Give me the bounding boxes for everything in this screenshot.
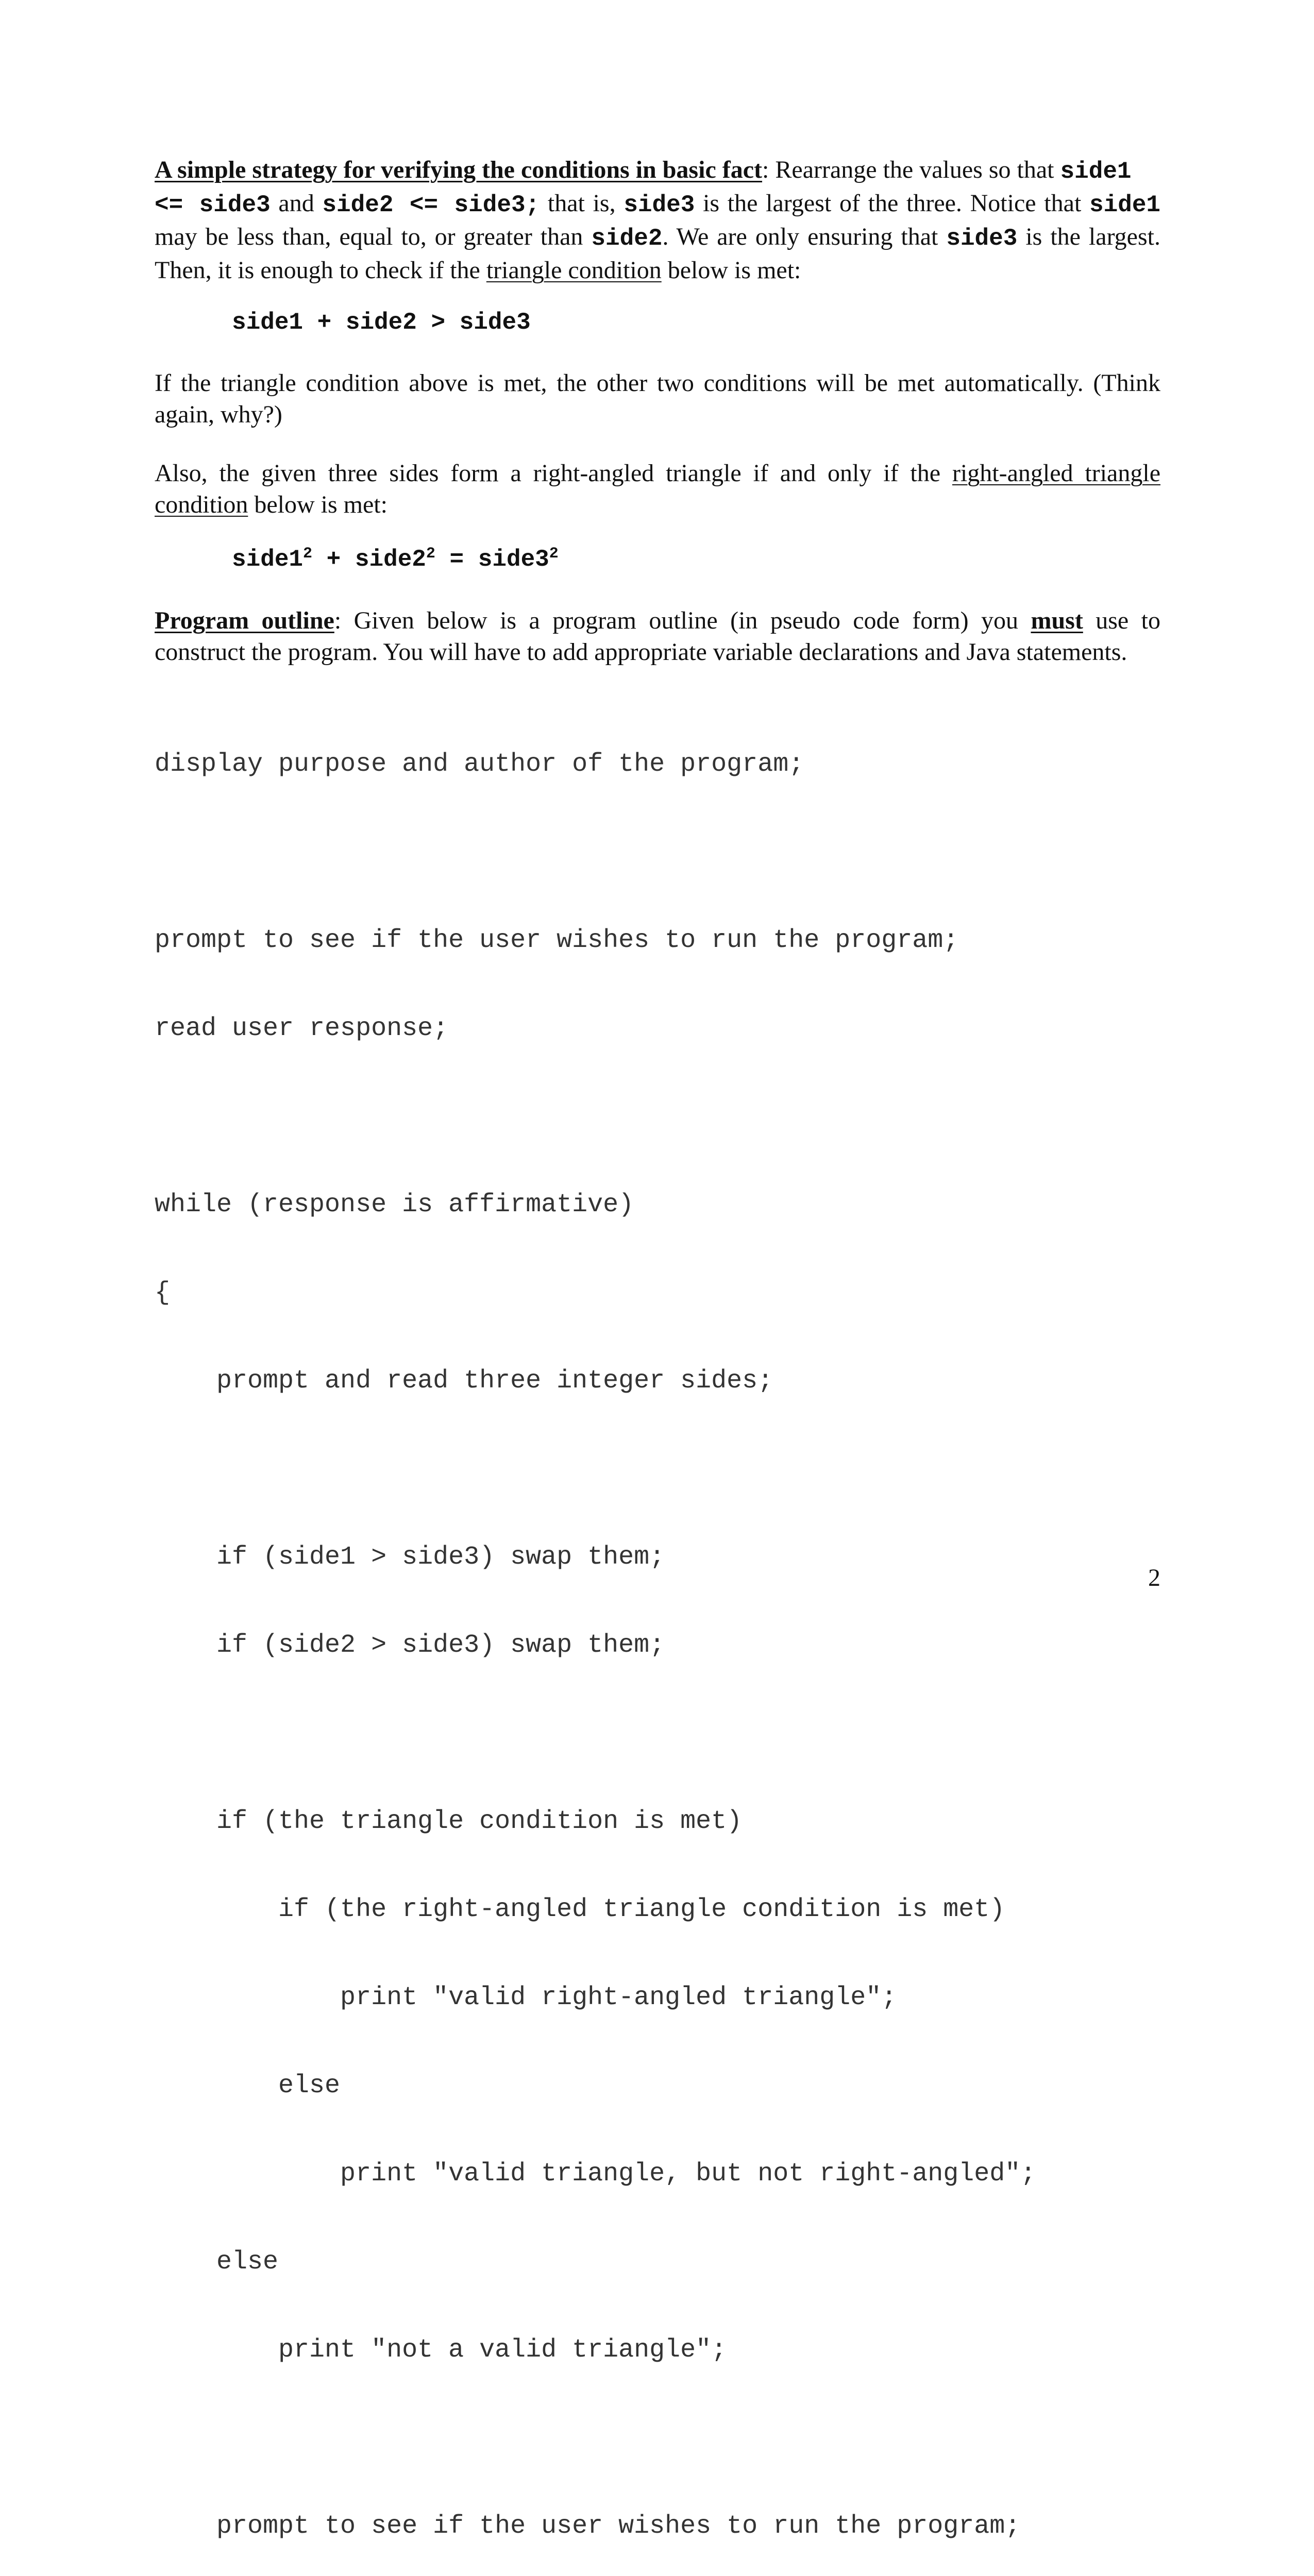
code-line: if (the triangle condition is met) — [155, 1807, 743, 1836]
code-line: read user response; — [155, 1014, 449, 1043]
code-line: print "valid triangle, but not right-angled"; — [155, 2159, 1036, 2189]
code-side2: side2 — [322, 192, 394, 218]
formula-exponent: 2 — [303, 545, 313, 563]
text-run: below is met: — [248, 491, 388, 518]
page-number: 2 — [1148, 1564, 1160, 1591]
text-run: and — [270, 190, 323, 217]
code-line: if (the right-angled triangle condition is met) — [155, 1895, 1005, 1924]
formula-exponent: 2 — [549, 545, 559, 563]
code-side3: side3; — [454, 192, 540, 218]
program-outline-heading: Program outline — [155, 607, 334, 634]
code-line — [155, 2424, 1036, 2453]
code-side3: side3 — [624, 192, 695, 218]
formula-term: side2 — [355, 546, 426, 573]
code-line: print "not a valid triangle"; — [155, 2335, 727, 2365]
text-run: . We are only ensuring that — [662, 223, 947, 250]
text-run: may be less than, equal to, or greater than — [155, 223, 592, 250]
auto-conditions-paragraph: If the triangle condition above is met, the other two conditions will be met automatically. (Think again, why?) — [155, 369, 1160, 428]
pseudo-code-block — [155, 691, 1036, 2576]
code-side2: side2 — [591, 225, 663, 252]
text-run: that is, — [540, 190, 624, 217]
must-emphasis: must — [1031, 607, 1083, 634]
code-le: <= — [409, 192, 439, 218]
code-line: display purpose and author of the program; — [155, 750, 804, 779]
code-side3: side3 — [946, 225, 1018, 252]
code-line: prompt to see if the user wishes to run the program; — [155, 2512, 1021, 2541]
code-line — [155, 838, 1036, 867]
text-run: : Rearrange the values so that — [762, 156, 1060, 183]
triangle-condition-term: triangle condition — [486, 257, 662, 284]
text-run: is the largest. Then, it is enough to check if the — [155, 223, 1161, 284]
code-line — [155, 1719, 1036, 1748]
program-outline-paragraph — [155, 605, 1160, 668]
right-angle-paragraph — [155, 457, 1160, 520]
text-run: Also, the given three sides form a right-angled triangle if and only if the — [155, 460, 952, 487]
text-run: use to construct the program. You will have to add appropriate variable declarations and Java statements. — [155, 607, 1161, 666]
code-side1: side1 — [1060, 158, 1132, 185]
text-run: is the largest of the three. Notice that — [695, 190, 1089, 217]
code-le: <= — [155, 192, 183, 218]
code-line — [155, 1102, 1036, 1131]
formula-exponent: 2 — [426, 545, 435, 563]
formula-term: side1 — [232, 546, 304, 573]
triangle-condition-formula: side1 + side2 > side3 — [232, 309, 531, 336]
code-line: { — [155, 1278, 171, 1308]
code-side3: side3 — [199, 192, 271, 218]
formula-operator: = — [435, 546, 478, 573]
code-line: else — [155, 2071, 341, 2100]
code-line: else — [155, 2247, 279, 2277]
code-line: while (response is affirmative) — [155, 1190, 634, 1219]
formula-operator: + — [312, 546, 355, 573]
code-line: prompt and read three integer sides; — [155, 1366, 773, 1396]
code-line: prompt to see if the user wishes to run the program; — [155, 926, 959, 955]
formula-term: side3 — [478, 546, 549, 573]
code-line: if (side1 > side3) swap them; — [155, 1543, 665, 1572]
code-line — [155, 1454, 1036, 1484]
code-side1: side1 — [1089, 192, 1161, 218]
strategy-heading: A simple strategy for verifying the conditions in basic fact — [155, 156, 763, 183]
right-angled-condition-term: right-angled triangle condition — [155, 460, 1161, 518]
text-run: below is met: — [661, 257, 801, 284]
strategy-paragraph — [155, 154, 1160, 286]
code-line: print "valid right-angled triangle"; — [155, 1983, 897, 2012]
text-run: : Given below is a program outline (in pseudo code form) you — [334, 607, 1031, 634]
right-angle-formula — [232, 544, 559, 575]
code-line: if (side2 > side3) swap them; — [155, 1631, 665, 1660]
